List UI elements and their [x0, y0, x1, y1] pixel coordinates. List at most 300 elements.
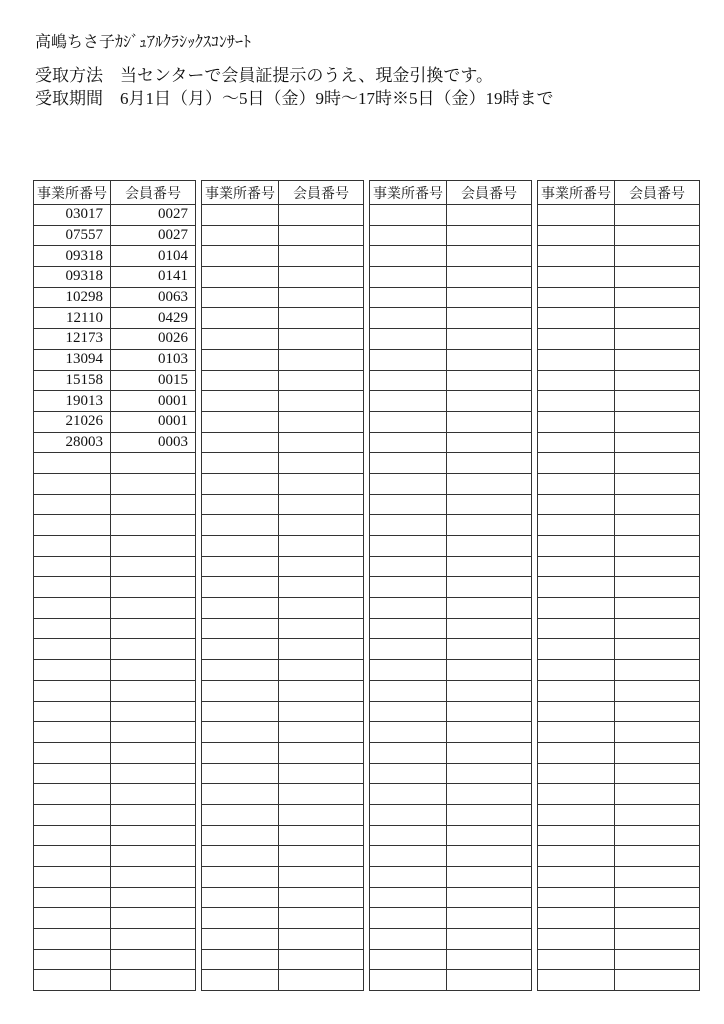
table-row	[538, 453, 700, 474]
table-row	[538, 287, 700, 308]
member-number-cell	[447, 742, 532, 763]
member-number-cell	[279, 225, 364, 246]
member-number-cell	[615, 432, 700, 453]
office-number-cell	[202, 391, 279, 412]
office-number-cell	[538, 784, 615, 805]
member-number-cell	[279, 618, 364, 639]
office-number-cell: 09318	[34, 246, 111, 267]
member-number-cell	[447, 453, 532, 474]
table-row	[538, 846, 700, 867]
table-row	[34, 701, 196, 722]
office-number-cell	[202, 722, 279, 743]
office-number-cell	[202, 536, 279, 557]
table-row	[370, 453, 532, 474]
table-row	[202, 205, 364, 226]
office-number-cell: 15158	[34, 370, 111, 391]
member-number-cell	[447, 308, 532, 329]
member-number-cell	[111, 515, 196, 536]
table-row	[538, 432, 700, 453]
table-row	[370, 929, 532, 950]
member-number-cell	[447, 494, 532, 515]
office-number-cell	[202, 825, 279, 846]
table-row	[538, 536, 700, 557]
member-number-cell	[111, 784, 196, 805]
office-number-cell	[538, 908, 615, 929]
table-row	[370, 577, 532, 598]
office-number-cell	[202, 287, 279, 308]
office-number-cell	[34, 680, 111, 701]
member-number-cell	[279, 598, 364, 619]
column-header: 会員番号	[615, 181, 700, 205]
column-header: 会員番号	[279, 181, 364, 205]
table-row	[538, 329, 700, 350]
member-number-cell	[615, 970, 700, 991]
office-number-cell	[370, 742, 447, 763]
table-row	[370, 225, 532, 246]
office-number-cell	[538, 329, 615, 350]
office-number-cell	[370, 536, 447, 557]
member-number-cell: 0001	[111, 391, 196, 412]
office-number-cell	[202, 494, 279, 515]
member-number-cell: 0063	[111, 287, 196, 308]
office-number-cell	[538, 308, 615, 329]
table-row	[202, 391, 364, 412]
member-number-cell	[279, 722, 364, 743]
column-header: 事業所番号	[370, 181, 447, 205]
office-number-cell	[202, 205, 279, 226]
member-number-cell: 0027	[111, 205, 196, 226]
office-number-cell	[538, 349, 615, 370]
member-number-cell	[447, 722, 532, 743]
table-row	[202, 970, 364, 991]
table-row	[538, 618, 700, 639]
member-number-cell	[111, 846, 196, 867]
member-number-cell	[447, 556, 532, 577]
member-number-cell	[615, 246, 700, 267]
table-row	[370, 473, 532, 494]
office-number-cell	[370, 949, 447, 970]
table-row	[202, 701, 364, 722]
member-number-cell: 0141	[111, 267, 196, 288]
member-number-cell	[615, 287, 700, 308]
member-number-cell	[615, 804, 700, 825]
table-row	[538, 763, 700, 784]
office-number-cell	[538, 515, 615, 536]
table-row	[34, 515, 196, 536]
table-row	[34, 205, 196, 226]
member-number-cell	[279, 370, 364, 391]
office-number-cell: 28003	[34, 432, 111, 453]
member-number-cell	[279, 536, 364, 557]
table-row	[202, 267, 364, 288]
table-row	[34, 929, 196, 950]
member-number-cell	[279, 742, 364, 763]
member-number-cell: 0429	[111, 308, 196, 329]
office-number-cell	[538, 391, 615, 412]
table-row	[34, 411, 196, 432]
office-number-cell	[34, 660, 111, 681]
document-title: 高嶋ちさ子ｶｼﾞｭｱﾙｸﾗｼｯｸｽｺﾝｻｰﾄ	[35, 34, 252, 51]
table-row	[34, 453, 196, 474]
office-number-cell	[370, 908, 447, 929]
member-number-cell	[447, 205, 532, 226]
table-row	[202, 225, 364, 246]
table-row	[538, 473, 700, 494]
member-number-cell	[279, 929, 364, 950]
document-instructions	[35, 64, 554, 110]
office-number-cell	[34, 970, 111, 991]
table-row	[202, 411, 364, 432]
table-row	[538, 515, 700, 536]
member-number-cell	[447, 784, 532, 805]
office-number-cell	[34, 763, 111, 784]
office-number-cell	[202, 349, 279, 370]
office-number-cell	[538, 887, 615, 908]
member-number-cell	[279, 804, 364, 825]
office-number-cell: 12110	[34, 308, 111, 329]
member-number-cell: 0103	[111, 349, 196, 370]
member-number-cell	[447, 867, 532, 888]
table-row	[538, 349, 700, 370]
office-number-cell	[34, 453, 111, 474]
table-row	[34, 577, 196, 598]
office-number-cell	[34, 639, 111, 660]
table-row	[202, 825, 364, 846]
office-number-cell	[202, 742, 279, 763]
table-row	[34, 556, 196, 577]
office-number-cell	[202, 660, 279, 681]
office-number-cell	[202, 267, 279, 288]
office-number-cell: 03017	[34, 205, 111, 226]
table-row	[202, 370, 364, 391]
office-number-cell	[370, 391, 447, 412]
office-number-cell	[538, 225, 615, 246]
office-number-cell	[202, 908, 279, 929]
member-number-cell	[447, 949, 532, 970]
table-row	[538, 701, 700, 722]
table-row	[538, 267, 700, 288]
office-number-cell: 07557	[34, 225, 111, 246]
table-header-row	[34, 181, 196, 205]
member-number-cell	[111, 577, 196, 598]
member-number-cell	[615, 453, 700, 474]
table-row	[34, 370, 196, 391]
office-number-cell	[538, 267, 615, 288]
table-row	[538, 804, 700, 825]
member-number-cell	[111, 556, 196, 577]
table-row	[202, 742, 364, 763]
office-number-cell	[202, 411, 279, 432]
office-number-cell	[538, 370, 615, 391]
office-number-cell	[370, 267, 447, 288]
member-number-cell: 0026	[111, 329, 196, 350]
member-number-cell	[447, 329, 532, 350]
table-row	[370, 598, 532, 619]
table-row	[34, 639, 196, 660]
table-row	[202, 349, 364, 370]
office-number-cell	[370, 722, 447, 743]
member-number-cell	[279, 660, 364, 681]
member-number-cell	[279, 205, 364, 226]
table-row	[538, 308, 700, 329]
table-row	[34, 846, 196, 867]
office-number-cell	[538, 432, 615, 453]
member-number-cell	[447, 763, 532, 784]
office-number-cell: 10298	[34, 287, 111, 308]
table-row	[370, 887, 532, 908]
table-row	[34, 618, 196, 639]
table-row	[370, 784, 532, 805]
office-number-cell	[34, 598, 111, 619]
table-row	[370, 329, 532, 350]
table-header-row	[538, 181, 700, 205]
member-number-cell	[279, 763, 364, 784]
member-number-cell	[111, 598, 196, 619]
office-number-cell	[370, 515, 447, 536]
office-number-cell	[538, 598, 615, 619]
office-number-cell	[538, 804, 615, 825]
member-number-cell	[615, 639, 700, 660]
table-row	[202, 618, 364, 639]
table-row	[538, 205, 700, 226]
member-number-cell	[447, 225, 532, 246]
office-number-cell	[370, 329, 447, 350]
table-row	[538, 825, 700, 846]
office-number-cell	[370, 680, 447, 701]
member-number-cell	[111, 908, 196, 929]
office-number-cell	[370, 598, 447, 619]
office-number-cell	[34, 577, 111, 598]
table-row	[34, 680, 196, 701]
office-number-cell	[202, 432, 279, 453]
office-number-cell	[370, 660, 447, 681]
member-table-1	[33, 180, 196, 991]
office-number-cell	[202, 453, 279, 474]
table-row	[370, 825, 532, 846]
office-number-cell	[202, 701, 279, 722]
member-number-cell	[111, 949, 196, 970]
member-number-cell	[615, 867, 700, 888]
table-row	[34, 329, 196, 350]
office-number-cell	[34, 742, 111, 763]
table-row	[538, 598, 700, 619]
column-header: 事業所番号	[34, 181, 111, 205]
member-number-cell	[447, 929, 532, 950]
member-number-cell	[111, 970, 196, 991]
receipt-period-line: 受取期間 6月1日（月）～5日（金）9時～17時※5日（金）19時まで	[35, 89, 554, 108]
table-row	[538, 949, 700, 970]
table-row	[202, 887, 364, 908]
office-number-cell	[538, 453, 615, 474]
member-number-cell	[615, 598, 700, 619]
office-number-cell	[538, 639, 615, 660]
table-row	[202, 680, 364, 701]
member-number-cell	[279, 411, 364, 432]
table-row	[34, 887, 196, 908]
member-number-cell	[615, 887, 700, 908]
office-number-cell	[538, 970, 615, 991]
office-number-cell	[370, 349, 447, 370]
member-number-cell	[447, 908, 532, 929]
member-number-cell	[615, 370, 700, 391]
office-number-cell	[202, 556, 279, 577]
table-row	[370, 846, 532, 867]
table-row	[370, 804, 532, 825]
member-number-cell	[615, 825, 700, 846]
table-row	[34, 867, 196, 888]
office-number-cell	[370, 453, 447, 474]
member-number-cell	[447, 577, 532, 598]
member-number-cell	[279, 639, 364, 660]
member-number-cell	[447, 639, 532, 660]
member-number-cell	[279, 473, 364, 494]
member-number-cell	[615, 763, 700, 784]
table-row	[370, 536, 532, 557]
office-number-cell	[538, 680, 615, 701]
table-row	[538, 680, 700, 701]
office-number-cell	[538, 825, 615, 846]
member-number-cell	[447, 680, 532, 701]
table-row	[538, 908, 700, 929]
member-number-cell	[279, 349, 364, 370]
member-number-cell	[447, 267, 532, 288]
office-number-cell	[370, 432, 447, 453]
member-number-cell	[279, 246, 364, 267]
member-number-cell	[615, 680, 700, 701]
office-number-cell	[538, 577, 615, 598]
member-number-cell	[447, 660, 532, 681]
table-row	[34, 660, 196, 681]
office-number-cell	[370, 246, 447, 267]
table-row	[538, 887, 700, 908]
office-number-cell	[202, 846, 279, 867]
member-number-cell	[279, 432, 364, 453]
table-row	[202, 453, 364, 474]
office-number-cell	[370, 846, 447, 867]
office-number-cell	[538, 411, 615, 432]
member-number-cell	[447, 287, 532, 308]
office-number-cell	[202, 639, 279, 660]
member-number-cell	[111, 804, 196, 825]
member-number-cell	[447, 391, 532, 412]
office-number-cell	[370, 701, 447, 722]
table-row	[538, 660, 700, 681]
member-number-cell	[279, 908, 364, 929]
office-number-cell	[370, 763, 447, 784]
column-header: 事業所番号	[202, 181, 279, 205]
office-number-cell	[34, 949, 111, 970]
member-number-cell	[111, 639, 196, 660]
member-number-cell	[111, 618, 196, 639]
member-number-cell	[615, 329, 700, 350]
office-number-cell	[34, 887, 111, 908]
office-number-cell	[370, 577, 447, 598]
member-number-cell: 0001	[111, 411, 196, 432]
office-number-cell: 21026	[34, 411, 111, 432]
office-number-cell	[538, 205, 615, 226]
table-row	[538, 722, 700, 743]
member-number-cell	[447, 432, 532, 453]
office-number-cell	[538, 536, 615, 557]
table-row	[34, 784, 196, 805]
office-number-cell	[34, 825, 111, 846]
office-number-cell	[370, 370, 447, 391]
office-number-cell	[202, 949, 279, 970]
member-number-cell	[615, 556, 700, 577]
table-row	[34, 722, 196, 743]
office-number-cell	[202, 577, 279, 598]
member-number-cell: 0003	[111, 432, 196, 453]
office-number-cell	[202, 867, 279, 888]
office-number-cell	[202, 598, 279, 619]
member-table-2	[201, 180, 364, 991]
table-row	[370, 246, 532, 267]
table-row	[202, 639, 364, 660]
office-number-cell	[370, 618, 447, 639]
table-row	[370, 639, 532, 660]
member-number-cell	[111, 453, 196, 474]
table-row	[34, 494, 196, 515]
table-row	[202, 432, 364, 453]
member-number-cell: 0027	[111, 225, 196, 246]
table-row	[34, 742, 196, 763]
office-number-cell	[370, 308, 447, 329]
office-number-cell	[370, 287, 447, 308]
table-header-row	[370, 181, 532, 205]
member-number-cell	[111, 929, 196, 950]
member-number-cell	[615, 577, 700, 598]
office-number-cell	[202, 804, 279, 825]
table-row	[34, 598, 196, 619]
table-row	[370, 287, 532, 308]
table-row	[202, 577, 364, 598]
office-number-cell	[34, 784, 111, 805]
office-number-cell	[538, 763, 615, 784]
table-row	[370, 908, 532, 929]
table-row	[370, 370, 532, 391]
member-number-cell	[447, 846, 532, 867]
member-number-cell	[279, 949, 364, 970]
table-row	[34, 804, 196, 825]
table-row	[370, 515, 532, 536]
member-number-cell	[447, 246, 532, 267]
member-number-cell	[111, 680, 196, 701]
table-row	[34, 536, 196, 557]
member-number-cell	[111, 763, 196, 784]
column-header: 会員番号	[111, 181, 196, 205]
table-row	[202, 949, 364, 970]
office-number-cell	[202, 784, 279, 805]
office-number-cell	[370, 887, 447, 908]
member-number-cell	[615, 742, 700, 763]
table-row	[34, 949, 196, 970]
table-row	[202, 556, 364, 577]
member-number-cell	[279, 308, 364, 329]
table-row	[202, 846, 364, 867]
table-row	[202, 536, 364, 557]
member-table-4	[537, 180, 700, 991]
office-number-cell	[538, 246, 615, 267]
member-number-cell	[279, 825, 364, 846]
member-number-cell	[615, 391, 700, 412]
office-number-cell	[202, 618, 279, 639]
member-number-cell	[279, 453, 364, 474]
member-number-cell	[279, 267, 364, 288]
office-number-cell	[370, 494, 447, 515]
member-number-cell	[447, 473, 532, 494]
table-row	[370, 308, 532, 329]
table-row	[370, 411, 532, 432]
